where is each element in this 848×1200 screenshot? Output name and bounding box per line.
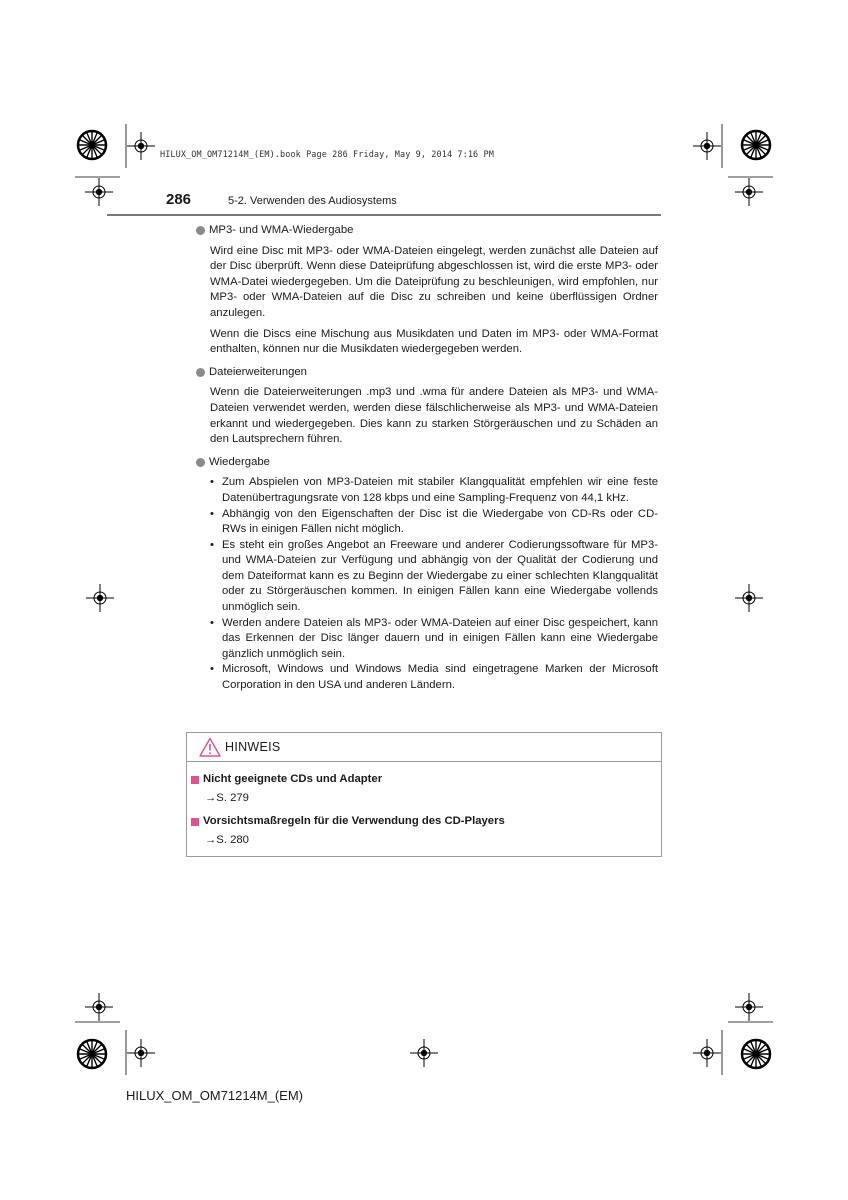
bullet-icon: • [210, 663, 214, 676]
warning-triangle-icon [199, 737, 221, 757]
list-item [210, 538, 658, 616]
section-heading-label: MP3- und WMA-Wiedergabe [209, 224, 354, 236]
section-heading [196, 223, 658, 239]
header-rule [107, 214, 661, 216]
paragraph: Wenn die Discs eine Mischung aus Musikdaten und Daten im MP3- oder WMA-Format enthalten, können nur die Musikdaten wiedergegeben werden. [210, 327, 658, 356]
grey-dot-icon [196, 458, 205, 467]
section-heading [196, 365, 658, 381]
bullet-icon: • [210, 476, 214, 489]
paragraph: Wird eine Disc mit MP3- oder WMA-Dateien eingelegt, werden zunächst alle Dateien auf der Disc überprüft. Wenn diese Dateiprüfung abgeschlossen ist, wird die erste MP3- oder WMA-Datei wiedergegeben. Um die Dateiprüfung zu beschleunigen, wird empfohlen, nur MP3- oder WMA-Dateien auf die Disc zu schreiben und keine überflüssigen Ordner anzulegen. [210, 244, 658, 319]
section-heading-label: Wiedergabe [209, 455, 270, 468]
list-item [210, 475, 658, 506]
bullet-icon: • [210, 538, 214, 551]
paragraph: Wenn die Dateierweiterungen .mp3 und .wma für andere Dateien als MP3- und WMA-Dateien verwendet werden, werden diese fälschlicherweise als MP3- und WMA-Dateien erkannt und wiedergegeben. Dies kann zu starken Störgeräuschen und zu Schäden an den Lautsprechern führen. [210, 386, 658, 446]
list-item [210, 662, 658, 693]
notice-header [187, 733, 661, 762]
notice-item-title [191, 772, 661, 788]
print-header: HILUX_OM_OM71214M_(EM).book Page 286 Friday, May 9, 2014 7:16 PM [160, 150, 494, 160]
list-item [210, 616, 658, 663]
grey-dot-icon [196, 226, 205, 235]
bullet-list [210, 475, 658, 693]
notice-body [187, 762, 661, 848]
list-item-text: Abhängig von den Eigenschaften der Disc ist die Wiedergabe von CD-Rs oder CD-RWs in einigen Fällen nicht möglich. [222, 507, 658, 536]
notice-title: HINWEIS [225, 740, 281, 754]
footer-document-id: HILUX_OM_OM71214M_(EM) [126, 1088, 303, 1103]
page-number: 286 [166, 191, 192, 208]
section-title: 5-2. Verwenden des Audiosystems [228, 195, 397, 207]
notice-item-label: Vorsichtsmaßregeln für die Verwendung des CD-Players [203, 815, 505, 828]
list-item [210, 507, 658, 538]
page-reference-link[interactable]: →S. 280 [205, 833, 249, 846]
notice-item-title [191, 814, 661, 830]
list-item-text: Zum Abspielen von MP3-Dateien mit stabiler Klangqualität empfehlen wir eine feste Datenübertragungsrate von 128 kbps und eine Sampling-Frequenz von 44,1 kHz. [222, 476, 658, 504]
pink-square-icon [191, 818, 199, 826]
notice-item-label: Nicht geeignete CDs und Adapter [203, 773, 383, 785]
pink-square-icon [191, 776, 199, 784]
list-item-text: Werden andere Dateien als MP3- oder WMA-Dateien auf einer Disc gespeichert, kann das Erkennen der Disc länger dauern und in einigen Fällen kann eine Wiedergabe gänzlich unmöglich sein. [222, 616, 658, 660]
bullet-icon: • [210, 616, 214, 629]
section-heading-label: Dateierweiterungen [209, 365, 307, 378]
list-item-text: Microsoft, Windows und Windows Media sind eingetragene Marken der Microsoft Corporation in den USA und anderen Ländern. [222, 663, 658, 692]
grey-dot-icon [196, 368, 205, 377]
bullet-icon: • [210, 507, 214, 520]
main-content [196, 223, 658, 694]
notice-box [186, 732, 662, 857]
page-reference-link[interactable]: →S. 279 [205, 791, 249, 804]
section-heading [196, 455, 658, 471]
list-item-text: Es steht ein großes Angebot an Freeware und anderer Codierungssoftware für MP3- und WMA-Dateien zur Verfügung und abhängig von der Qualität der Codierung und dem Dateiformat kann es zu Beginn der Wiedergabe zu einer schlechten Klangqualität oder zu Störgeräuschen kommen. In einigen Fällen kann eine Wiedergabe vollends unmöglich sein. [222, 538, 658, 614]
